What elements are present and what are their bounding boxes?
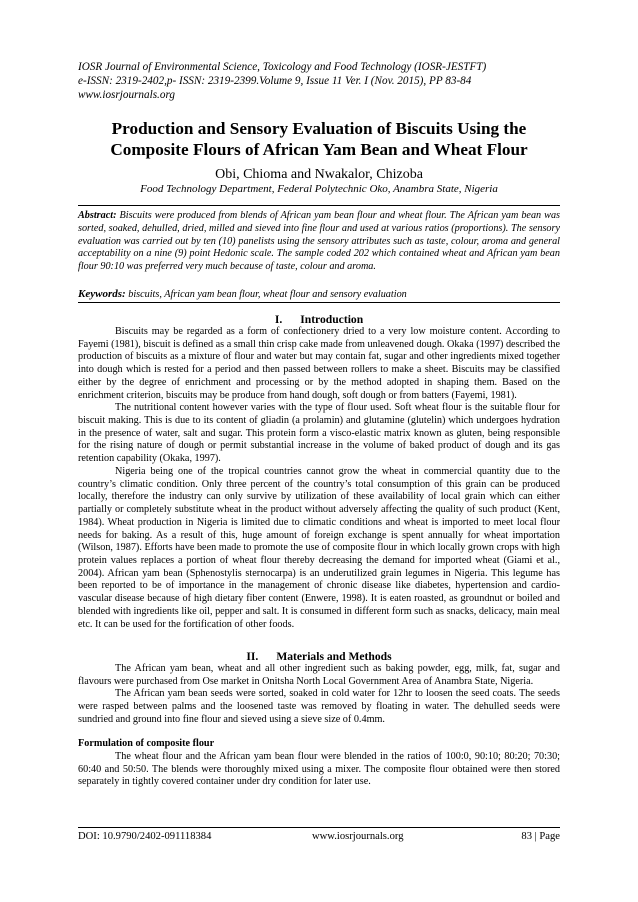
abstract <box>78 210 560 274</box>
section-number: I. <box>274 313 283 326</box>
journal-header <box>78 60 568 103</box>
footer-page-number: 83 | Page <box>521 831 560 842</box>
paragraph: The African yam bean seeds were sorted, soaked in cold water for 12hr to loosen the seed coats. The seeds were rasped between palms and the loosened taste was removed by floating in water. The dehulled seeds were sundried and ground into fine flour and sieved using a sieve size of 0.4mm. <box>78 688 560 725</box>
keywords-bottom-rule <box>78 302 560 303</box>
section-title: Introduction <box>300 313 364 326</box>
author-affiliation: Food Technology Department, Federal Polytechnic Oko, Anambra State, Nigeria <box>140 183 498 195</box>
section-heading-materials-methods <box>78 650 560 664</box>
paragraph: The wheat flour and the African yam bean flour were blended in the ratios of 100:0, 90:10; 80:20; 70:30; 60:40 and 50:50. The blends were thoroughly mixed using a mixer. The composite flour obtained were then stored separately in tightly covered container under dry condition for later use. <box>78 751 560 788</box>
journal-name: IOSR Journal of Environmental Science, Toxicology and Food Technology (IOSR-JESTFT) <box>78 61 487 73</box>
abstract-text: Biscuits were produced from blends of African yam bean flour and wheat flour. The African yam bean was sorted, soaked, dehulled, dried, milled and sieved into fine flour and used at various ratios (proportions). The sensory evaluation was carried out by ten (10) panelists using the sensory attributes such as taste, colour, aroma and general acceptability on a nine (9) point Hedonic scale. The sample coded 202 which contained wheat and African yam bean flour 90:10 was preferred very much because of taste, colour and aroma. <box>78 210 560 272</box>
section-number: II. <box>246 650 259 663</box>
paragraph: The African yam bean, wheat and all other ingredient such as baking powder, egg, milk, fat, sugar and flavours were purchased from Ose market in Onitsha North Local Government Area of Anambra State, Nigeria. <box>78 663 560 687</box>
subsection-heading-formulation: Formulation of composite flour <box>78 738 215 749</box>
paper-title-line-2: Composite Flours of African Yam Bean and Wheat Flour <box>110 140 528 159</box>
methods-body <box>78 663 560 727</box>
journal-website: www.iosrjournals.org <box>78 89 175 102</box>
abstract-label: Abstract: <box>78 210 117 221</box>
paragraph: The nutritional content however varies with the type of flour used. Soft wheat flour is the suitable flour for biscuit making. This is due to its content of gliadin (a prolamin) and glutamine (glutelin) which undergoes hydration in the presence of water, salt and sugar. This protein form a visco-elastic matrix known as gluten, being responsible for the rising nature of dough or permit substantial increase in the volume of baked product of dough and its gas retention capability (Okaka, 1997). <box>78 402 560 465</box>
section-title: Materials and Methods <box>276 650 392 663</box>
journal-issn: e-ISSN: 2319-2402,p- ISSN: 2319-2399.Volume 9, Issue 11 Ver. I (Nov. 2015), PP 83-84 <box>78 75 472 88</box>
keywords-text: biscuits, African yam bean flour, wheat flour and sensory evaluation <box>128 289 407 300</box>
keywords-label: Keywords: <box>78 288 126 300</box>
keywords <box>78 288 560 302</box>
abstract-top-rule <box>78 205 560 206</box>
section-heading-introduction <box>78 313 560 327</box>
formulation-body <box>78 751 560 789</box>
footer-doi: DOI: 10.9790/2402-091118384 <box>78 831 212 842</box>
paper-title-line-1: Production and Sensory Evaluation of Biscuits Using the <box>111 119 527 138</box>
paragraph: Nigeria being one of the tropical countries cannot grow the wheat in commercial quantity due to the country’s climatic condition. Only three percent of the country’s total consumption of this grain can be produced locally, therefore the industry can only survive by utilization of these availability of local grain which can either partially or completely substitute wheat in the product without adversely affecting the quality of such product (Kent, 1984). Wheat production in Nigeria is limited due to climatic conditions and wheat is imported to meet local flour needs for baking. As a result of this, huge amount of foreign exchange is spent annually for wheat importation (Wilson, 1987). Efforts have been made to promote the use of composite flour in which locally grown crops with high protein values replaces a portion of wheat flour thereby decreasing the demand for imported wheat (Giami et al., 2004). African yam bean (Sphenostylis sternocarpa) is an underutilized grain legumes in Nigeria. This legume has been reported to be of importance in the management of chronic disease like diabetes, hypertension and cardio-vascular disease because of high dietary fiber content (Enwere, 1998). It is eaten roasted, as groundnut or boiled and blended with ingredients like oil, pepper and salt. It is consumed in different form such as snacks, delicacy, main meal etc. It can be used for the fortification of other foods. <box>78 465 560 630</box>
paragraph: Biscuits may be regarded as a form of confectionery dried to a very low moisture content. According to Fayemi (1981), biscuit is defined as a small thin crisp cake made from unleavened dough. Okaka (1997) described the production of biscuits as a mixture of flour and water but may contain fat, sugar and other ingredients mixed together into dough which is rested for a period and then passed between rollers to make a sheet. Biscuits may be classified either by the degree of enrichment and processing or by the method adopted in shaping them. Based on the enrichment criterion, biscuits may be produce from hand dough, soft dough or from batters (Fayemi, 1981). <box>78 326 560 401</box>
paper-authors: Obi, Chioma and Nwakalor, Chizoba <box>215 167 423 182</box>
introduction-body <box>78 326 560 631</box>
paper-title <box>78 118 560 160</box>
footer-website: www.iosrjournals.org <box>312 831 404 842</box>
footer-rule <box>78 827 560 828</box>
